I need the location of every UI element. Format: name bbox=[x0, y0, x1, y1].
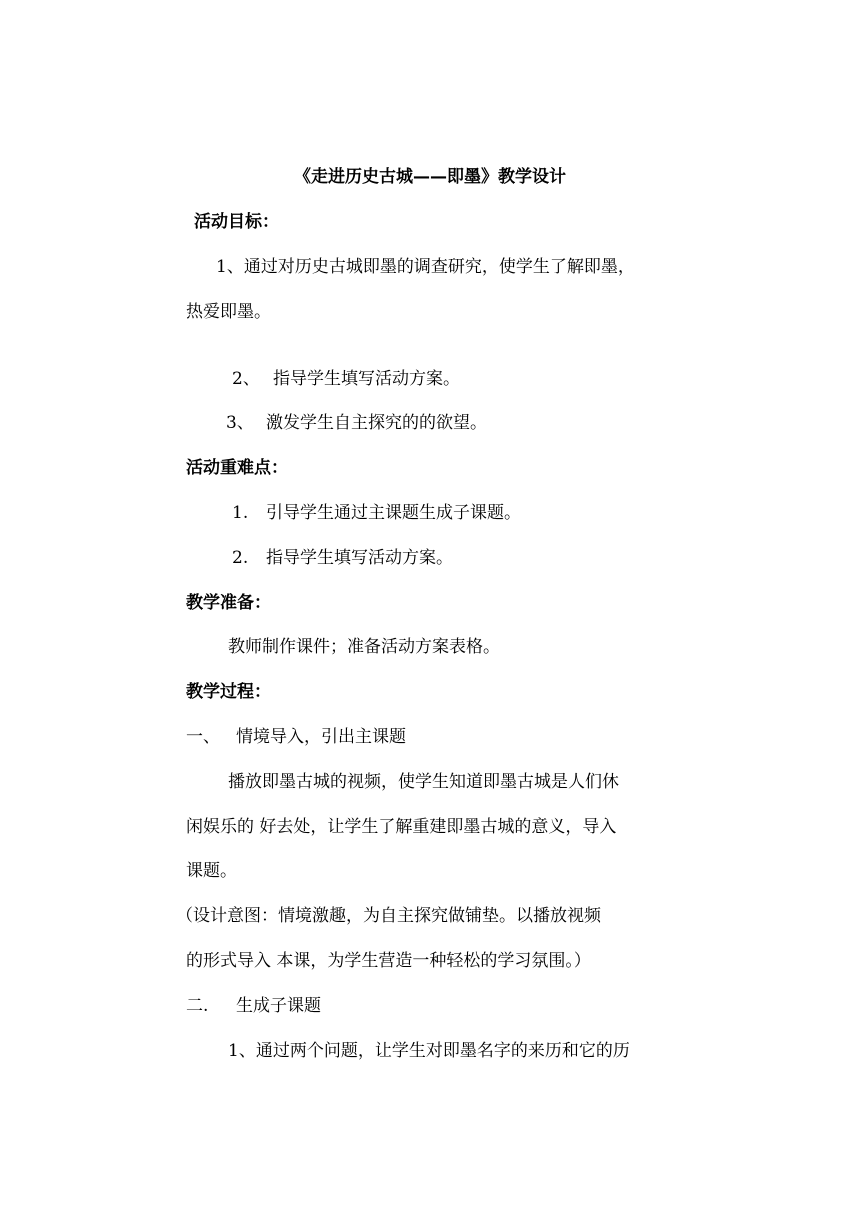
section-1-paragraph-line-1: 播放即墨古城的视频，使学生知道即墨古城是人们休 bbox=[228, 772, 619, 792]
section-1-number: 一、 bbox=[186, 727, 220, 747]
prep-heading: 教学准备： bbox=[186, 593, 271, 613]
document-title: 《走进历史古城——即墨》教学设计 bbox=[294, 167, 566, 187]
section-1-note-line-1: （设计意图：情境激趣，为自主探究做铺垫。以播放视频 bbox=[176, 906, 601, 926]
section-2-title: 生成子课题 bbox=[236, 996, 321, 1016]
goal-1-line-1: 1、通过对历史古城即墨的调查研究，使学生了解即墨， bbox=[216, 257, 635, 277]
key-points-heading: 活动重难点： bbox=[186, 458, 288, 478]
goals-heading: 活动目标： bbox=[194, 212, 279, 232]
section-1-note-line-2: 的形式导入 本课，为学生营造一种轻松的学习氛围。） bbox=[186, 951, 591, 971]
goal-2-text: 指导学生填写活动方案。 bbox=[273, 369, 460, 389]
section-1-paragraph-line-3: 课题。 bbox=[186, 861, 237, 881]
goal-1-line-2: 热爱即墨。 bbox=[186, 302, 271, 322]
key-1-text: 引导学生通过主课题生成子课题。 bbox=[266, 503, 521, 523]
key-2-number: 2. bbox=[232, 548, 249, 568]
key-2-text: 指导学生填写活动方案。 bbox=[266, 548, 453, 568]
goal-3-text: 激发学生自主探究的的欲望。 bbox=[266, 413, 487, 433]
section-2-paragraph-line-1: 1、通过两个问题，让学生对即墨名字的来历和它的历 bbox=[228, 1041, 630, 1061]
key-1-number: 1. bbox=[232, 503, 249, 523]
process-heading: 教学过程： bbox=[186, 682, 271, 702]
prep-text: 教师制作课件；准备活动方案表格。 bbox=[228, 637, 500, 657]
goal-3-number: 3、 bbox=[226, 413, 254, 433]
section-1-title: 情境导入，引出主课题 bbox=[236, 727, 406, 747]
section-2-number: 二. bbox=[186, 996, 209, 1016]
section-1-paragraph-line-2: 闲娱乐的 好去处，让学生了解重建即墨古城的意义，导入 bbox=[186, 817, 617, 837]
goal-2-number: 2、 bbox=[232, 369, 260, 389]
